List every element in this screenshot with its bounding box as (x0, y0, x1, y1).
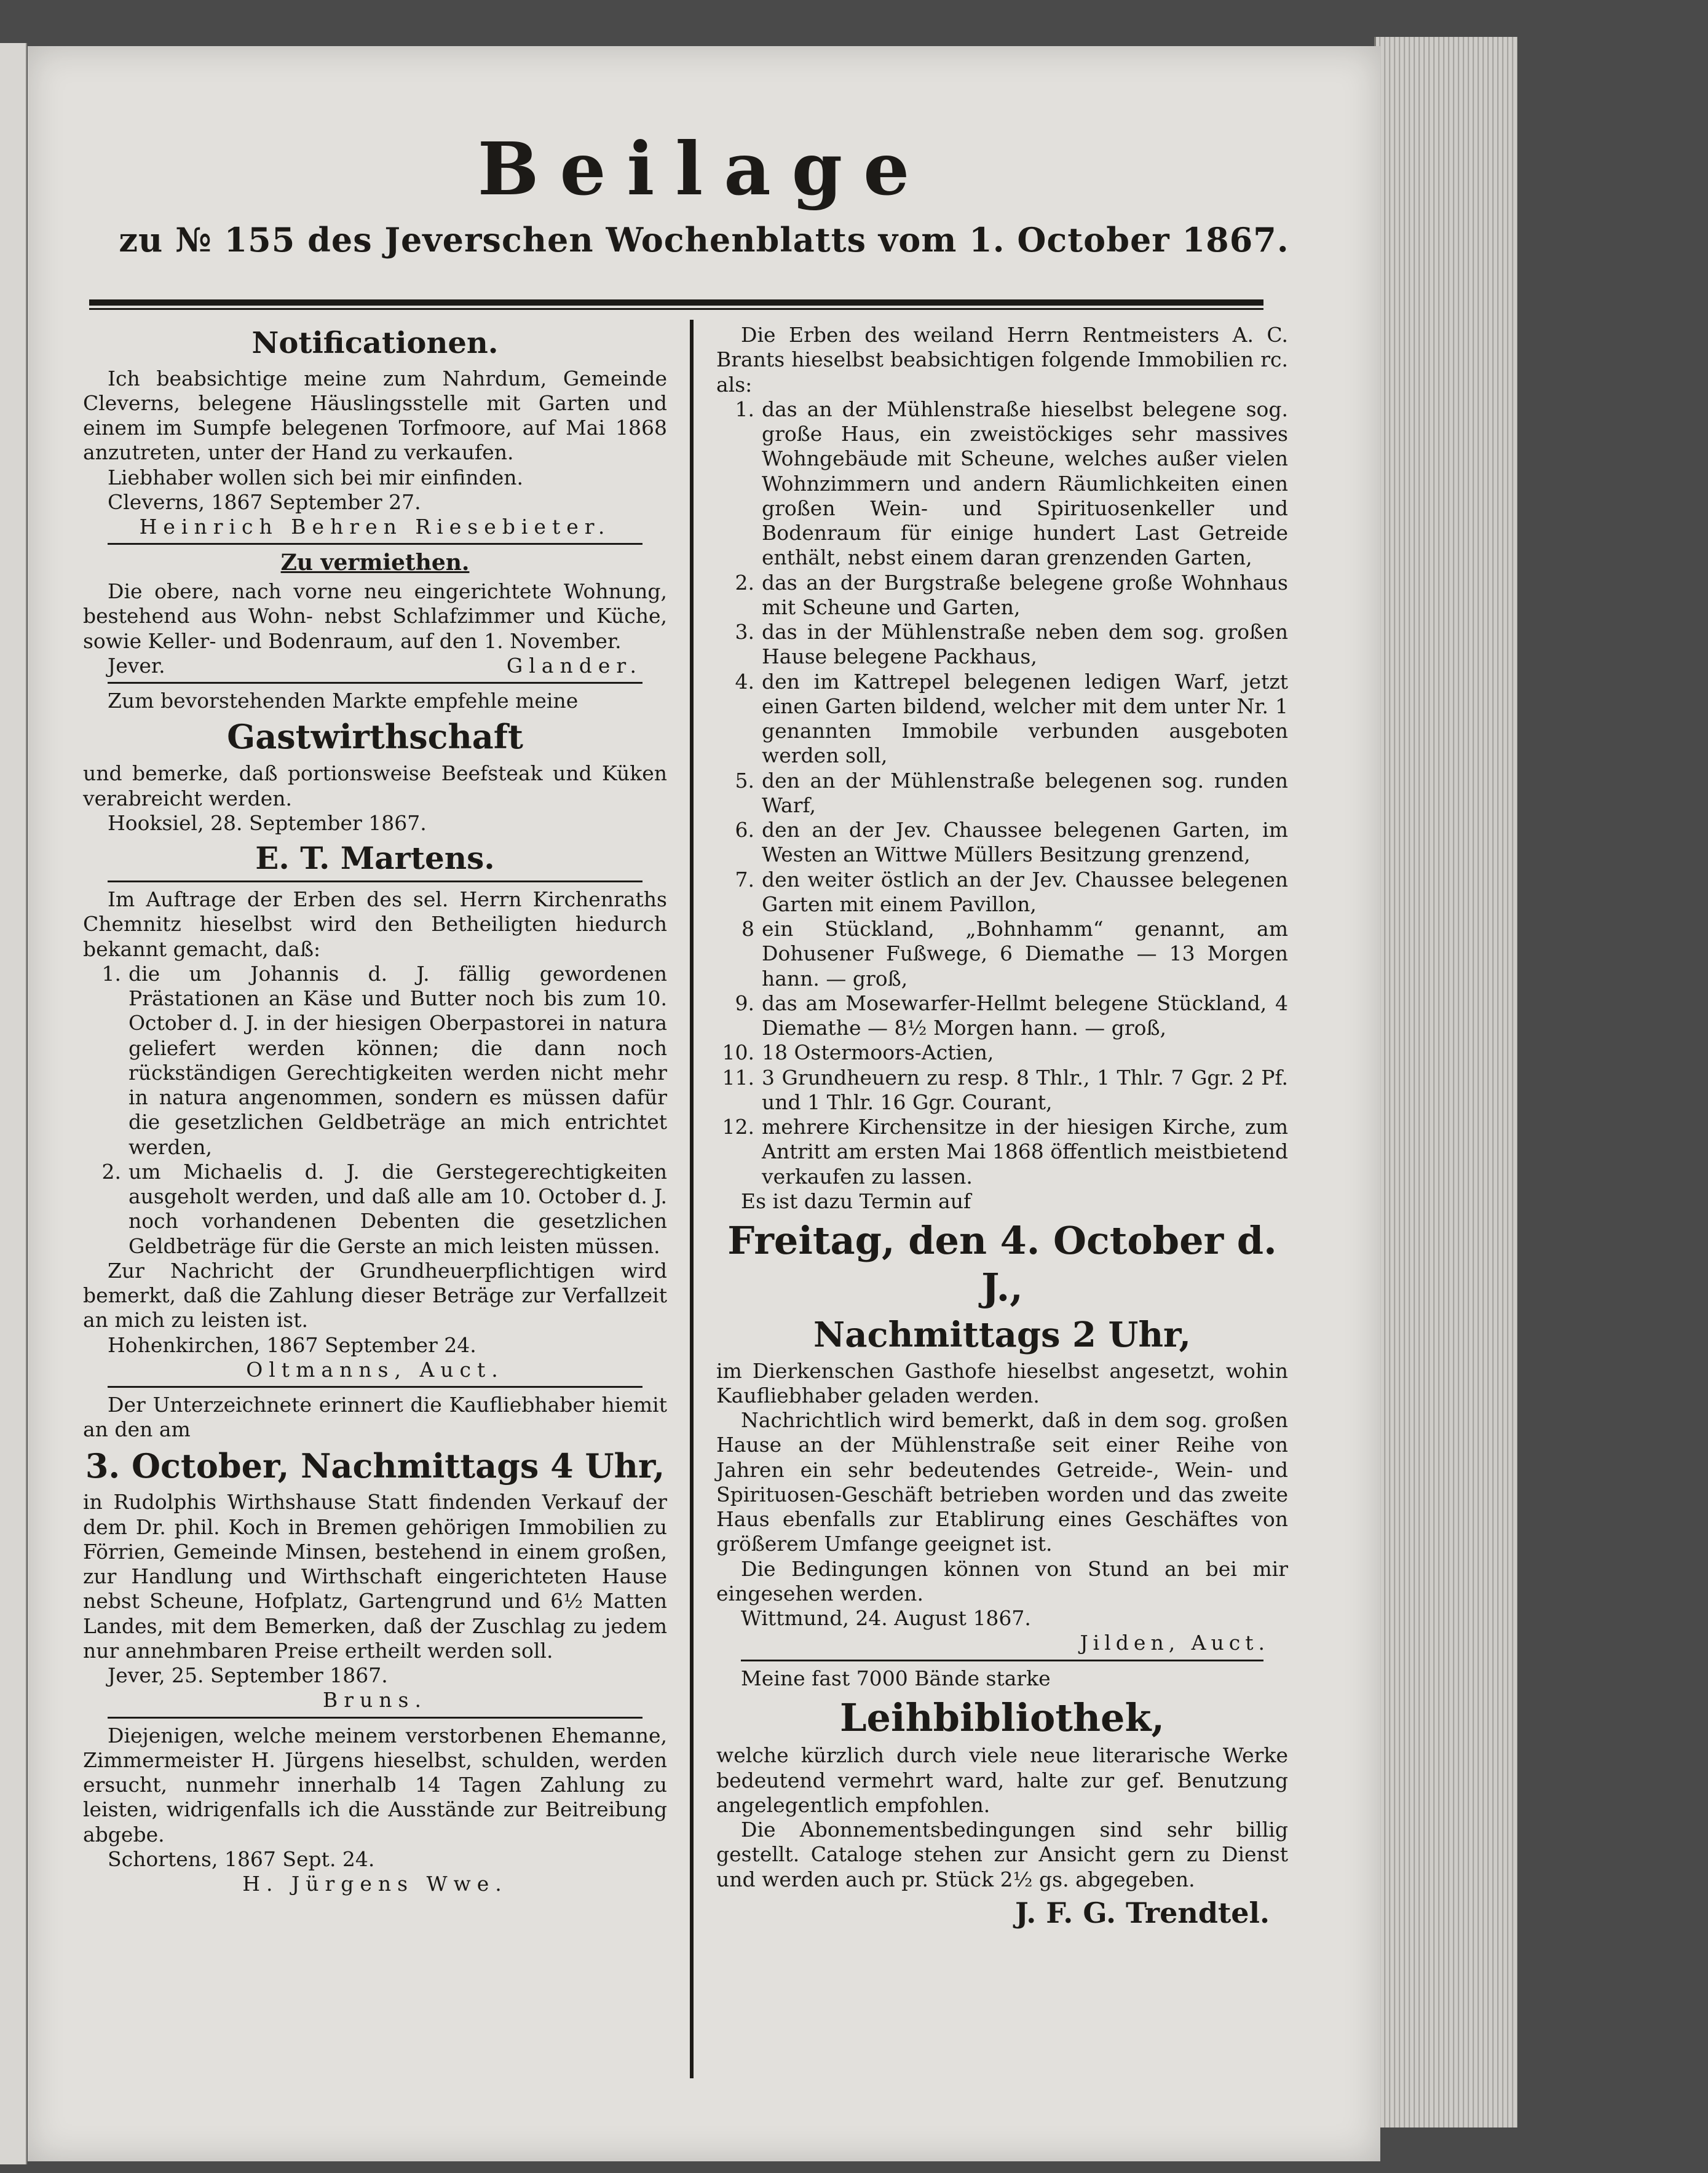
estate-item (716, 818, 1288, 868)
column-divider (690, 320, 694, 2078)
estate-date: Freitag, den 4. October d. J., (727, 1218, 1277, 1310)
estate-time: Nachmittags 2 Uhr, (813, 1315, 1191, 1356)
sale-signature: Bruns. (323, 1688, 427, 1712)
debt-dateline: Schortens, 1867 Sept. 24. (108, 1846, 375, 1871)
estate-item (716, 571, 1288, 620)
divider (108, 1717, 642, 1719)
rent-place: Jever. (108, 653, 165, 678)
estate-note: Nachrichtlich wird bemerkt, daß in dem sog. großen Hause an der Mühlenstraße seit einer Reihe von Jahren ein sehr bedeutendes Getreide-, Wein- und Spirituosen-Geschäft betrieben worden und das zweite Haus ebenfalls zur Etablirung eines Geschäftes von größerem Umfange geeignet ist. (716, 1408, 1288, 1556)
list-text: mehrere Kirchensitze in der hiesigen Kirche, zum Antritt am ersten Mai 1868 öffentlich meistbietend verkaufen zu lassen. (762, 1115, 1288, 1189)
estate-dateline: Wittmund, 24. August 1867. (741, 1606, 1031, 1631)
estate-item (716, 1040, 1288, 1065)
newspaper-page (28, 46, 1380, 2161)
estate-item (716, 868, 1288, 917)
estate-intro: Die Erben des weiland Herrn Rentmeisters A. C. Brants hieselbst beabsichtigen folgende Immobilien rc. als: (716, 323, 1288, 397)
list-number: 2. (735, 570, 754, 595)
divider (108, 1386, 642, 1388)
library-intro: Meine fast 7000 Bände starke (741, 1666, 1051, 1690)
library-terms: Die Abonnementsbedingungen sind sehr billig gestellt. Cataloge stehen zur Ansicht gern zu Dienst und werden auch pr. Stück 2½ gs. abgegeben. (716, 1818, 1288, 1891)
list-number: 1. (101, 961, 121, 986)
divider (741, 1660, 1263, 1661)
estate-item (716, 620, 1288, 670)
sale-intro: Der Unterzeichnete erinnert die Kaufliebhaber hiemit an den am (83, 1393, 667, 1442)
notification-line: Liebhaber wollen sich bei mir einfinden. (108, 465, 523, 489)
notification-signature: Heinrich Behren Riesebieter. (139, 515, 611, 539)
header-rule (89, 299, 1263, 310)
list-number: 11. (722, 1065, 754, 1090)
list-number: 2. (101, 1159, 121, 1184)
sale-dateline: Jever, 25. September 1867. (108, 1663, 388, 1688)
estate-place: im Dierkenschen Gasthofe hieselbst angesetzt, wohin Kaufliebhaber geladen werden. (716, 1358, 1288, 1407)
page-subtitle: zu № 155 des Jeverschen Wochenblatts vom 1. October 1867. (119, 220, 1289, 259)
debt-body: Diejenigen, welche meinem verstorbenen Ehemanne, Zimmermeister H. Jürgens hieselbst, schulden, werden ersucht, nunmehr innerhalb 14 Tagen Zahlung zu leisten, widrigenfalls ich die Ausstände zur Beitreibung abgebe. (83, 1723, 667, 1846)
list-text: das in der Mühlenstraße neben dem sog. großen Hause belegene Packhaus, (762, 620, 1288, 669)
notification-body: Ich beabsichtige meine zum Nahrdum, Gemeinde Cleverns, belegene Häuslingsstelle mit Garten und einem im Sumpfe belegenen Torfmoore, auf Mai 1868 anzutreten, unter der Hand zu verkaufen. (83, 366, 667, 465)
estate-item (716, 397, 1288, 571)
church-note: Zur Nachricht der Grundheuerpflichtigen wird bemerkt, daß die Zahlung dieser Beträge zur Verfallzeit an mich zu leisten ist. (83, 1258, 667, 1332)
debt-signature: H. Jürgens Wwe. (242, 1872, 508, 1896)
rent-body: Die obere, nach vorne neu eingerichtete Wohnung, bestehend aus Wohn- nebst Schlafzimmer und Küche, sowie Keller- und Bodenraum, auf den 1. November. (83, 579, 667, 653)
estate-signature: Jilden, Auct. (1080, 1631, 1270, 1655)
list-number: 3. (735, 620, 754, 644)
rent-heading: Zu vermiethen. (280, 550, 470, 576)
list-text: den an der Jev. Chaussee belegenen Garten, im Westen an Wittwe Müllers Besitzung grenzend, (762, 818, 1288, 867)
library-heading: Leihbibliothek, (839, 1695, 1165, 1740)
list-number: 6. (735, 818, 754, 842)
left-column (83, 323, 667, 1896)
estate-item (716, 769, 1288, 818)
list-number: 1. (735, 397, 754, 421)
estate-item (716, 991, 1288, 1041)
inn-signature: E. T. Martens. (255, 840, 495, 877)
page-header (28, 126, 1380, 259)
inn-dateline: Hooksiel, 28. September 1867. (108, 810, 427, 835)
list-text: 18 Ostermoors-Actien, (762, 1040, 994, 1065)
list-number: 7. (735, 867, 754, 892)
library-body: welche kürzlich durch viele neue literarische Werke bedeutend vermehrt ward, halte zur gef. Benutzung angelegentlich empfohlen. (716, 1743, 1288, 1817)
church-item-2 (83, 1160, 667, 1259)
estate-item (716, 1115, 1288, 1189)
list-text: 3 Grundheuern zu resp. 8 Thlr., 1 Thlr. 7 Ggr. 2 Pf. und 1 Thlr. 16 Ggr. Courant, (762, 1065, 1288, 1114)
list-number: 4. (735, 669, 754, 694)
list-text: ein Stückland, „Bohnhamm“ genannt, am Dohusener Fußwege, 6 Diemathe — 13 Morgen hann. — groß, (762, 917, 1288, 991)
church-signature: Oltmanns, Auct. (246, 1357, 504, 1382)
notifications-heading: Notificationen. (251, 326, 499, 360)
list-text: den an der Mühlenstraße belegenen sog. runden Warf, (762, 768, 1288, 817)
estate-conditions: Die Bedingungen können von Stund an bei mir eingesehen werden. (716, 1556, 1288, 1605)
church-dateline: Hohenkirchen, 1867 September 24. (108, 1332, 476, 1357)
church-intro: Im Auftrage der Erben des sel. Herrn Kirchenraths Chemnitz hieselbst wird den Betheiligten hiedurch bekannt gemacht, daß: (83, 887, 667, 961)
book-page-edges (1374, 37, 1517, 2127)
list-text: die um Johannis d. J. fällig gewordenen Prästationen an Käse und Butter noch bis zum 10. October d. J. in der hiesigen Oberpastorei in natura geliefert werden können; die dann noch rückständigen Gerechtigkeiten werden nicht mehr in natura angenommen, sondern es müssen dafür die gesetzlichen Geldbeträge an mich entrichtet werden, (128, 961, 667, 1159)
estate-item (716, 1066, 1288, 1115)
inn-body: und bemerke, daß portionsweise Beefsteak und Küken verabreicht werden. (83, 761, 667, 810)
list-number: 10. (722, 1040, 754, 1065)
library-signature: J. F. G. Trendtel. (1015, 1896, 1270, 1930)
right-column (716, 323, 1288, 1934)
list-number: 5. (735, 768, 754, 793)
notification-dateline: Cleverns, 1867 September 27. (108, 489, 421, 514)
inn-intro: Zum bevorstehenden Markte empfehle meine (108, 689, 579, 713)
list-text: das an der Burgstraße belegene große Wohnhaus mit Scheune und Garten, (762, 570, 1288, 619)
inn-heading: Gastwirthschaft (227, 717, 523, 757)
list-number: 12. (722, 1115, 754, 1139)
list-text: um Michaelis d. J. die Gerstegerechtigkeiten ausgeholt werden, und daß alle am 10. October d. J. noch vorhandenen Debenten die gesetzlichen Geldbeträge für die Gerste an mich leisten müssen. (128, 1159, 667, 1258)
sale-heading: 3. October, Nachmittags 4 Uhr, (85, 1446, 665, 1486)
list-number: 9. (735, 991, 754, 1015)
list-text: das an der Mühlenstraße hieselbst belegene sog. große Haus, ein zweistöckiges sehr massives Wohngebäude mit Scheune, welches außer vielen Wohnzimmern und andern Räumlichkeiten einen großen Wein- und Spirituosenkeller und Bodenraum für einige hundert Last Getreide enthält, nebst einem daran grenzenden Garten, (762, 397, 1288, 570)
list-text: den im Kattrepel belegenen ledigen Warf, jetzt einen Garten bildend, welcher mit dem unter Nr. 1 genannten Immobile verbunden ausgeboten werden soll, (762, 669, 1288, 768)
page-title: Beilage (477, 126, 931, 212)
estate-list (716, 397, 1288, 1189)
estate-item (716, 670, 1288, 769)
divider (108, 543, 642, 545)
estate-termin: Es ist dazu Termin auf (741, 1189, 971, 1213)
church-item-1 (83, 962, 667, 1160)
adjacent-page-edge (0, 43, 27, 2164)
divider (108, 881, 642, 882)
rent-signature: Glander. (506, 653, 642, 678)
list-number: 8 (741, 917, 754, 941)
rent-footer (83, 654, 667, 678)
list-text: das am Mosewarfer-Hellmt belegene Stückland, 4 Diemathe — 8½ Morgen hann. — groß, (762, 991, 1288, 1040)
estate-item (716, 917, 1288, 991)
sale-body: in Rudolphis Wirthshause Statt findenden Verkauf der dem Dr. phil. Koch in Bremen gehörigen Immobilien zu Förrien, Gemeinde Minsen, bestehend in einem großen, zur Handlung und Wirthschaft eingerichteten Hause nebst Scheune, Hofplatz, Gartengrund und 6½ Matten Landes, mit dem Bemerken, daß der Zuschlag zu jedem nur annehmbaren Preise ertheilt werden soll. (83, 1490, 667, 1663)
divider (108, 682, 642, 684)
list-text: den weiter östlich an der Jev. Chaussee belegenen Garten mit einem Pavillon, (762, 867, 1288, 916)
